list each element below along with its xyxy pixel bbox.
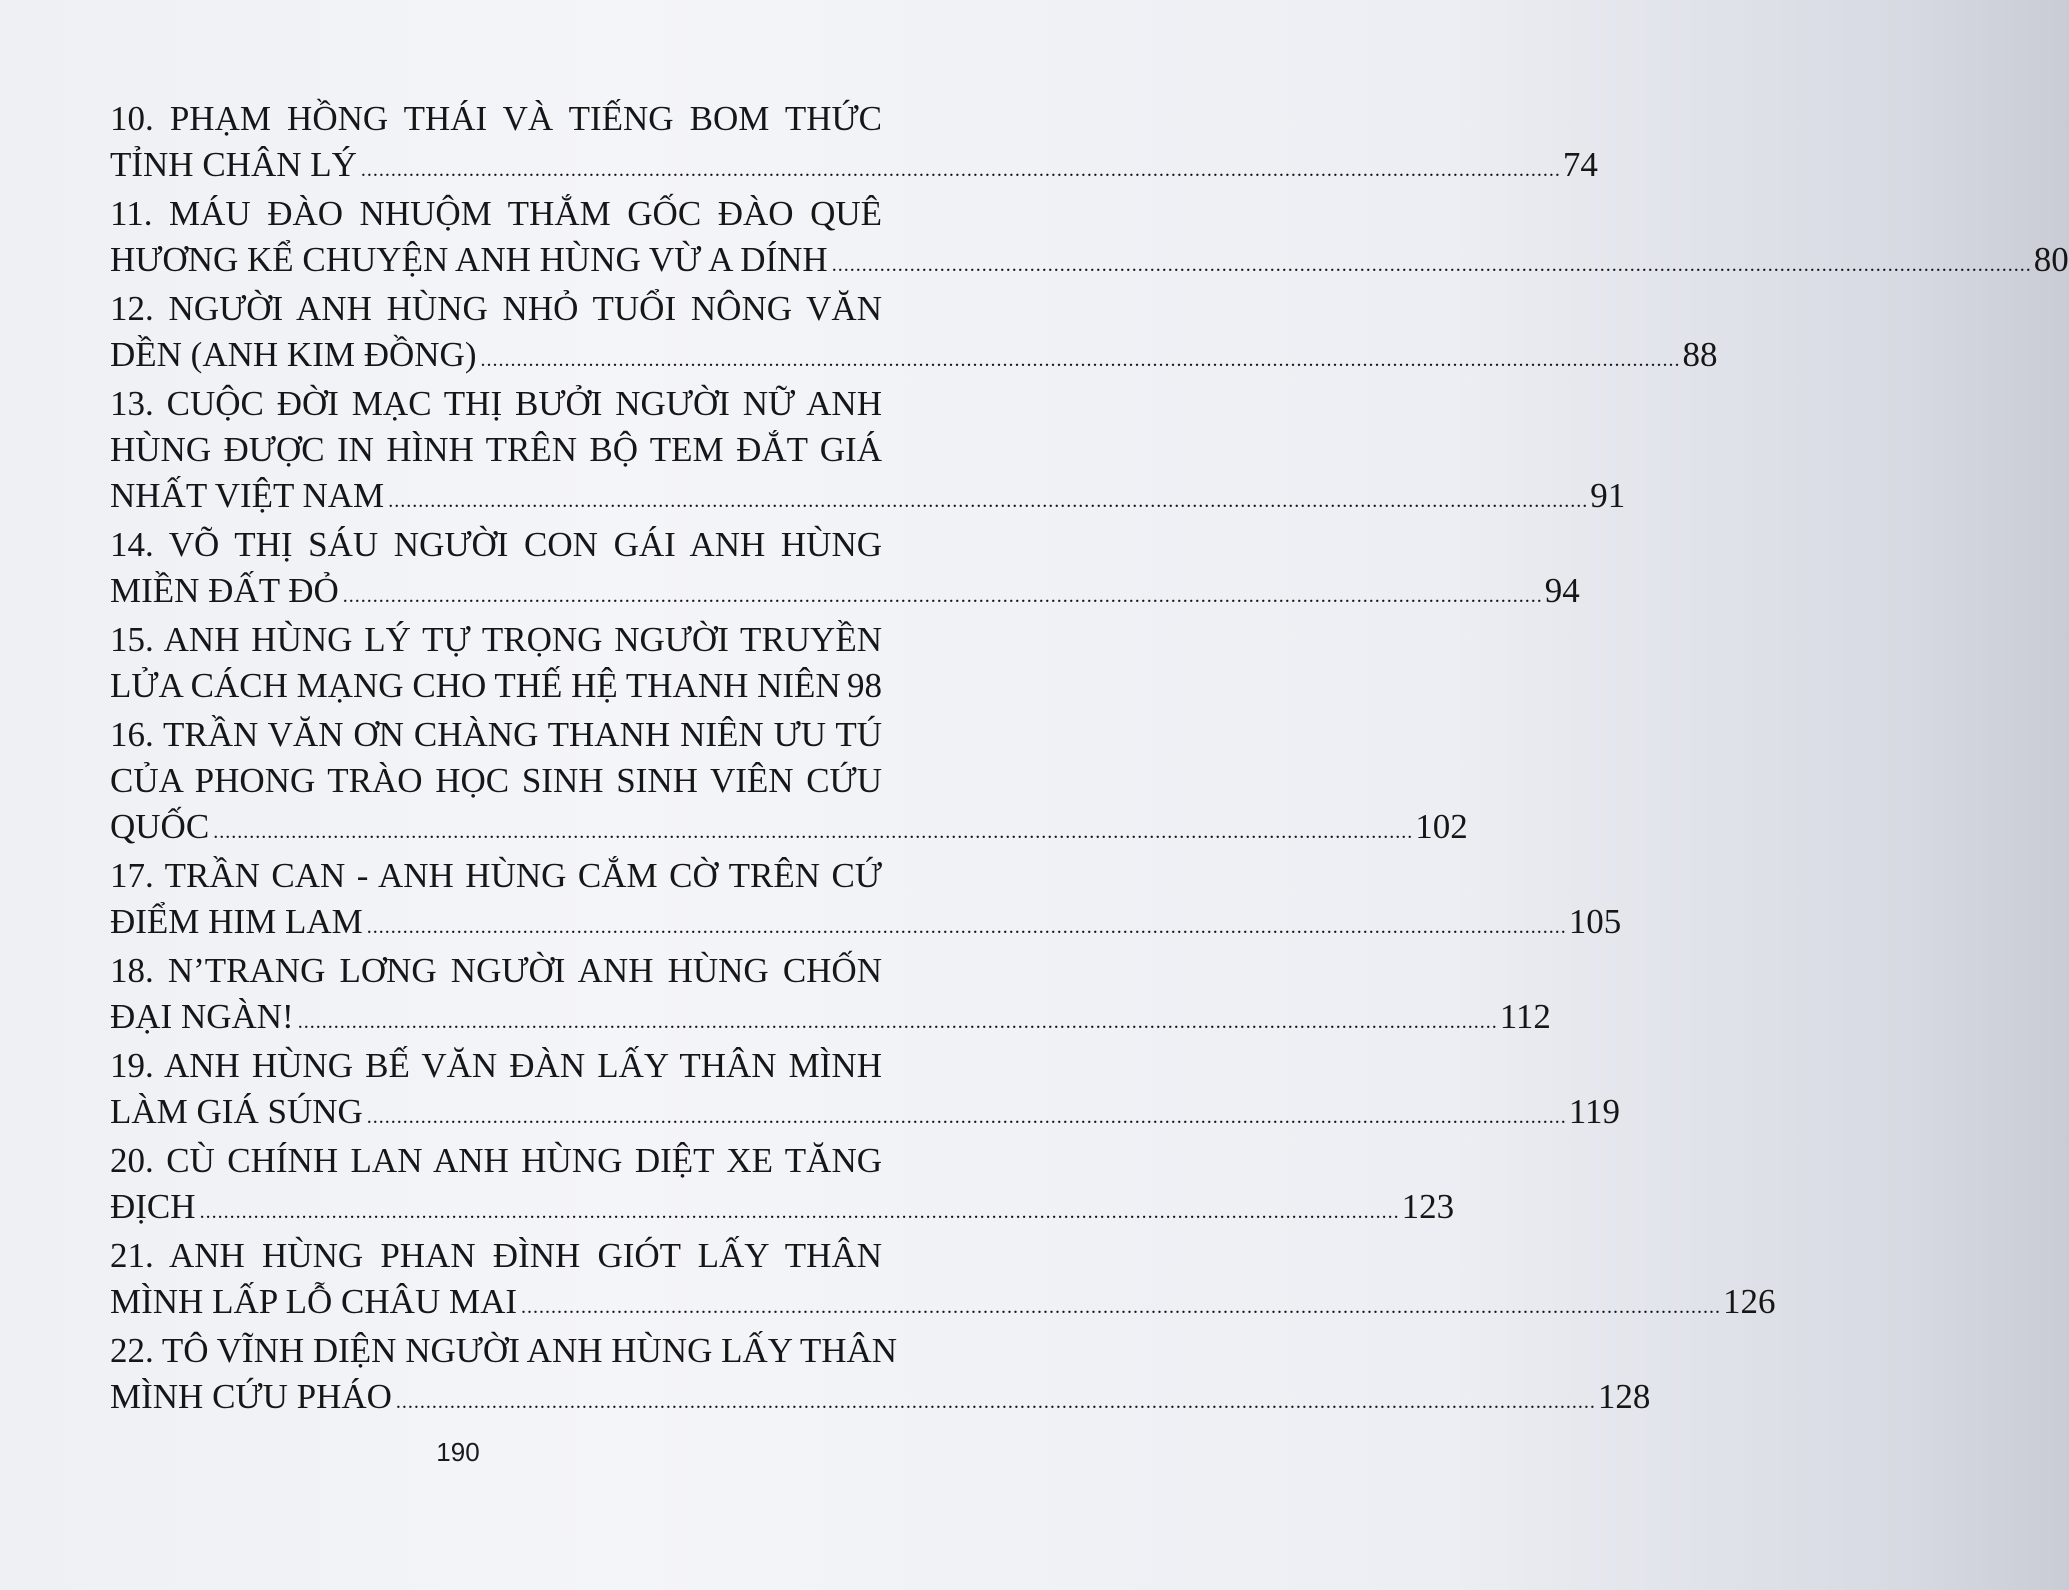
toc-entry [110, 1328, 1651, 1420]
toc-page-number: 80 [2033, 240, 2069, 279]
toc-page-number: 88 [1682, 335, 1718, 374]
toc-entry-title-line: DỀN (ANH KIM ĐỒNG) [110, 335, 477, 374]
toc-entry [110, 1138, 1455, 1230]
dot-leader: ........................................................................................................................................................................................................ [366, 1106, 1567, 1128]
toc-entry [110, 381, 1626, 519]
toc-page-number: 112 [1499, 997, 1551, 1036]
toc-entry [110, 286, 1718, 378]
toc-entry [110, 191, 2069, 283]
toc-entry-title-line: CỦA PHONG TRÀO HỌC SINH SINH VIÊN CỨU [110, 761, 882, 800]
toc-entry-title-line: ĐIỂM HIM LAM [110, 902, 363, 941]
toc-entry-title-line: 11. MÁU ĐÀO NHUỘM THẮM GỐC ĐÀO QUÊ [110, 194, 882, 233]
dot-leader: ........................................................................................................................................................................................................ [521, 1296, 1722, 1318]
toc-entry-title-line: QUỐC [110, 807, 210, 846]
toc-page-number: 91 [1590, 476, 1626, 515]
toc-entry-title-line: 20. CÙ CHÍNH LAN ANH HÙNG DIỆT XE TĂNG [110, 1141, 882, 1180]
toc-entry-title-line: ĐỊCH [110, 1187, 196, 1226]
toc-page-number: 119 [1568, 1092, 1620, 1131]
toc-page-number: 126 [1723, 1282, 1776, 1321]
dot-leader: ........................................................................................................................................................................................................ [388, 490, 1589, 512]
dot-leader: ........................................................................................................................................................................................................ [342, 585, 1543, 607]
toc-page-number: 98 [847, 666, 882, 705]
toc-entry-last-line [110, 332, 1718, 378]
toc-entry-title-line: 14. VÕ THỊ SÁU NGƯỜI CON GÁI ANH HÙNG [110, 525, 882, 564]
dot-leader: ........................................................................................................................................................................................................ [831, 254, 2032, 276]
dot-leader: ........................................................................................................................................................................................................ [360, 159, 1561, 181]
toc-entry-title-line: HƯƠNG KỂ CHUYỆN ANH HÙNG VỪ A DÍNH [110, 240, 828, 279]
toc-entry [110, 1233, 1776, 1325]
toc-entry-last-line [110, 899, 1622, 945]
toc-entry-last-line [110, 1279, 1776, 1325]
toc-entry [110, 522, 1580, 614]
dot-leader: ........................................................................................................................................................................................................ [297, 1011, 1498, 1033]
toc-entry-title-line: LÀM GIÁ SÚNG [110, 1092, 363, 1131]
table-of-contents [110, 96, 2069, 1423]
toc-entry-title-line: LỬA CÁCH MẠNG CHO THẾ HỆ THANH NIÊN [110, 666, 841, 705]
toc-entry-title-line: 12. NGƯỜI ANH HÙNG NHỎ TUỔI NÔNG VĂN [110, 289, 882, 328]
toc-entry [110, 948, 1551, 1040]
toc-page-number: 128 [1597, 1377, 1651, 1416]
toc-page-number: 94 [1544, 571, 1580, 610]
toc-page-number: 74 [1562, 145, 1598, 184]
toc-entry-last-line [110, 663, 882, 709]
dot-leader: ........................................................................................................................................................................................................ [366, 916, 1567, 938]
toc-entry-title-line: 22. TÔ VĨNH DIỆN NGƯỜI ANH HÙNG LẤY THÂN [110, 1331, 898, 1370]
toc-entry-last-line [110, 1184, 1455, 1230]
toc-entry [110, 712, 1468, 850]
toc-entry-title-line: MÌNH CỨU PHÁO [110, 1377, 392, 1416]
dot-leader: ........................................................................................................................................................................................................ [199, 1201, 1400, 1223]
toc-entry-last-line [110, 237, 2069, 283]
toc-entry-title-line: HÙNG ĐƯỢC IN HÌNH TRÊN BỘ TEM ĐẮT GIÁ [110, 430, 882, 469]
dot-leader: ........................................................................................................................................................................................................ [395, 1391, 1596, 1413]
toc-entry [110, 1043, 1620, 1135]
toc-page-number: 105 [1568, 902, 1622, 941]
dot-leader: ........................................................................................................................................................................................................ [213, 821, 1414, 843]
toc-entry-title-line: 15. ANH HÙNG LÝ TỰ TRỌNG NGƯỜI TRUYỀN [110, 620, 882, 659]
toc-entry [110, 853, 1622, 945]
toc-entry-last-line [110, 804, 1468, 850]
toc-entry-title-line: 18. N’TRANG LƠNG NGƯỜI ANH HÙNG CHỐN [110, 951, 882, 990]
toc-entry [110, 617, 882, 709]
toc-entry-title-line: ĐẠI NGÀN! [110, 997, 294, 1036]
toc-entry-last-line [110, 568, 1580, 614]
toc-entry-title-line: TỈNH CHÂN LÝ [110, 145, 357, 184]
page-number: 190 [436, 1437, 480, 1467]
toc-entry-last-line [110, 473, 1626, 519]
toc-entry-title-line: 17. TRẦN CAN - ANH HÙNG CẮM CỜ TRÊN CỨ [110, 856, 882, 895]
toc-entry-last-line [110, 994, 1551, 1040]
dot-leader: ........................................................................................................................................................................................................ [480, 349, 1681, 371]
toc-entry-title-line: 19. ANH HÙNG BẾ VĂN ĐÀN LẤY THÂN MÌNH [110, 1046, 882, 1085]
toc-entry-title-line: MÌNH LẤP LỖ CHÂU MAI [110, 1282, 518, 1321]
toc-entry-last-line [110, 1089, 1620, 1135]
toc-entry-title-line: 10. PHẠM HỒNG THÁI VÀ TIẾNG BOM THỨC [110, 99, 882, 138]
toc-entry-title-line: 16. TRẦN VĂN ƠN CHÀNG THANH NIÊN ƯU TÚ [110, 715, 882, 754]
toc-entry-last-line [110, 1374, 1651, 1420]
toc-page-number: 123 [1401, 1187, 1455, 1226]
toc-entry-title-line: 21. ANH HÙNG PHAN ĐÌNH GIÓT LẤY THÂN [110, 1236, 882, 1275]
toc-entry-last-line [110, 142, 1598, 188]
toc-entry-title-line: 13. CUỘC ĐỜI MẠC THỊ BƯỞI NGƯỜI NỮ ANH [110, 384, 882, 423]
toc-entry-title-line: MIỀN ĐẤT ĐỎ [110, 571, 339, 610]
toc-entry-title-line: NHẤT VIỆT NAM [110, 476, 385, 515]
toc-entry [110, 96, 1598, 188]
toc-page-number: 102 [1415, 807, 1468, 846]
